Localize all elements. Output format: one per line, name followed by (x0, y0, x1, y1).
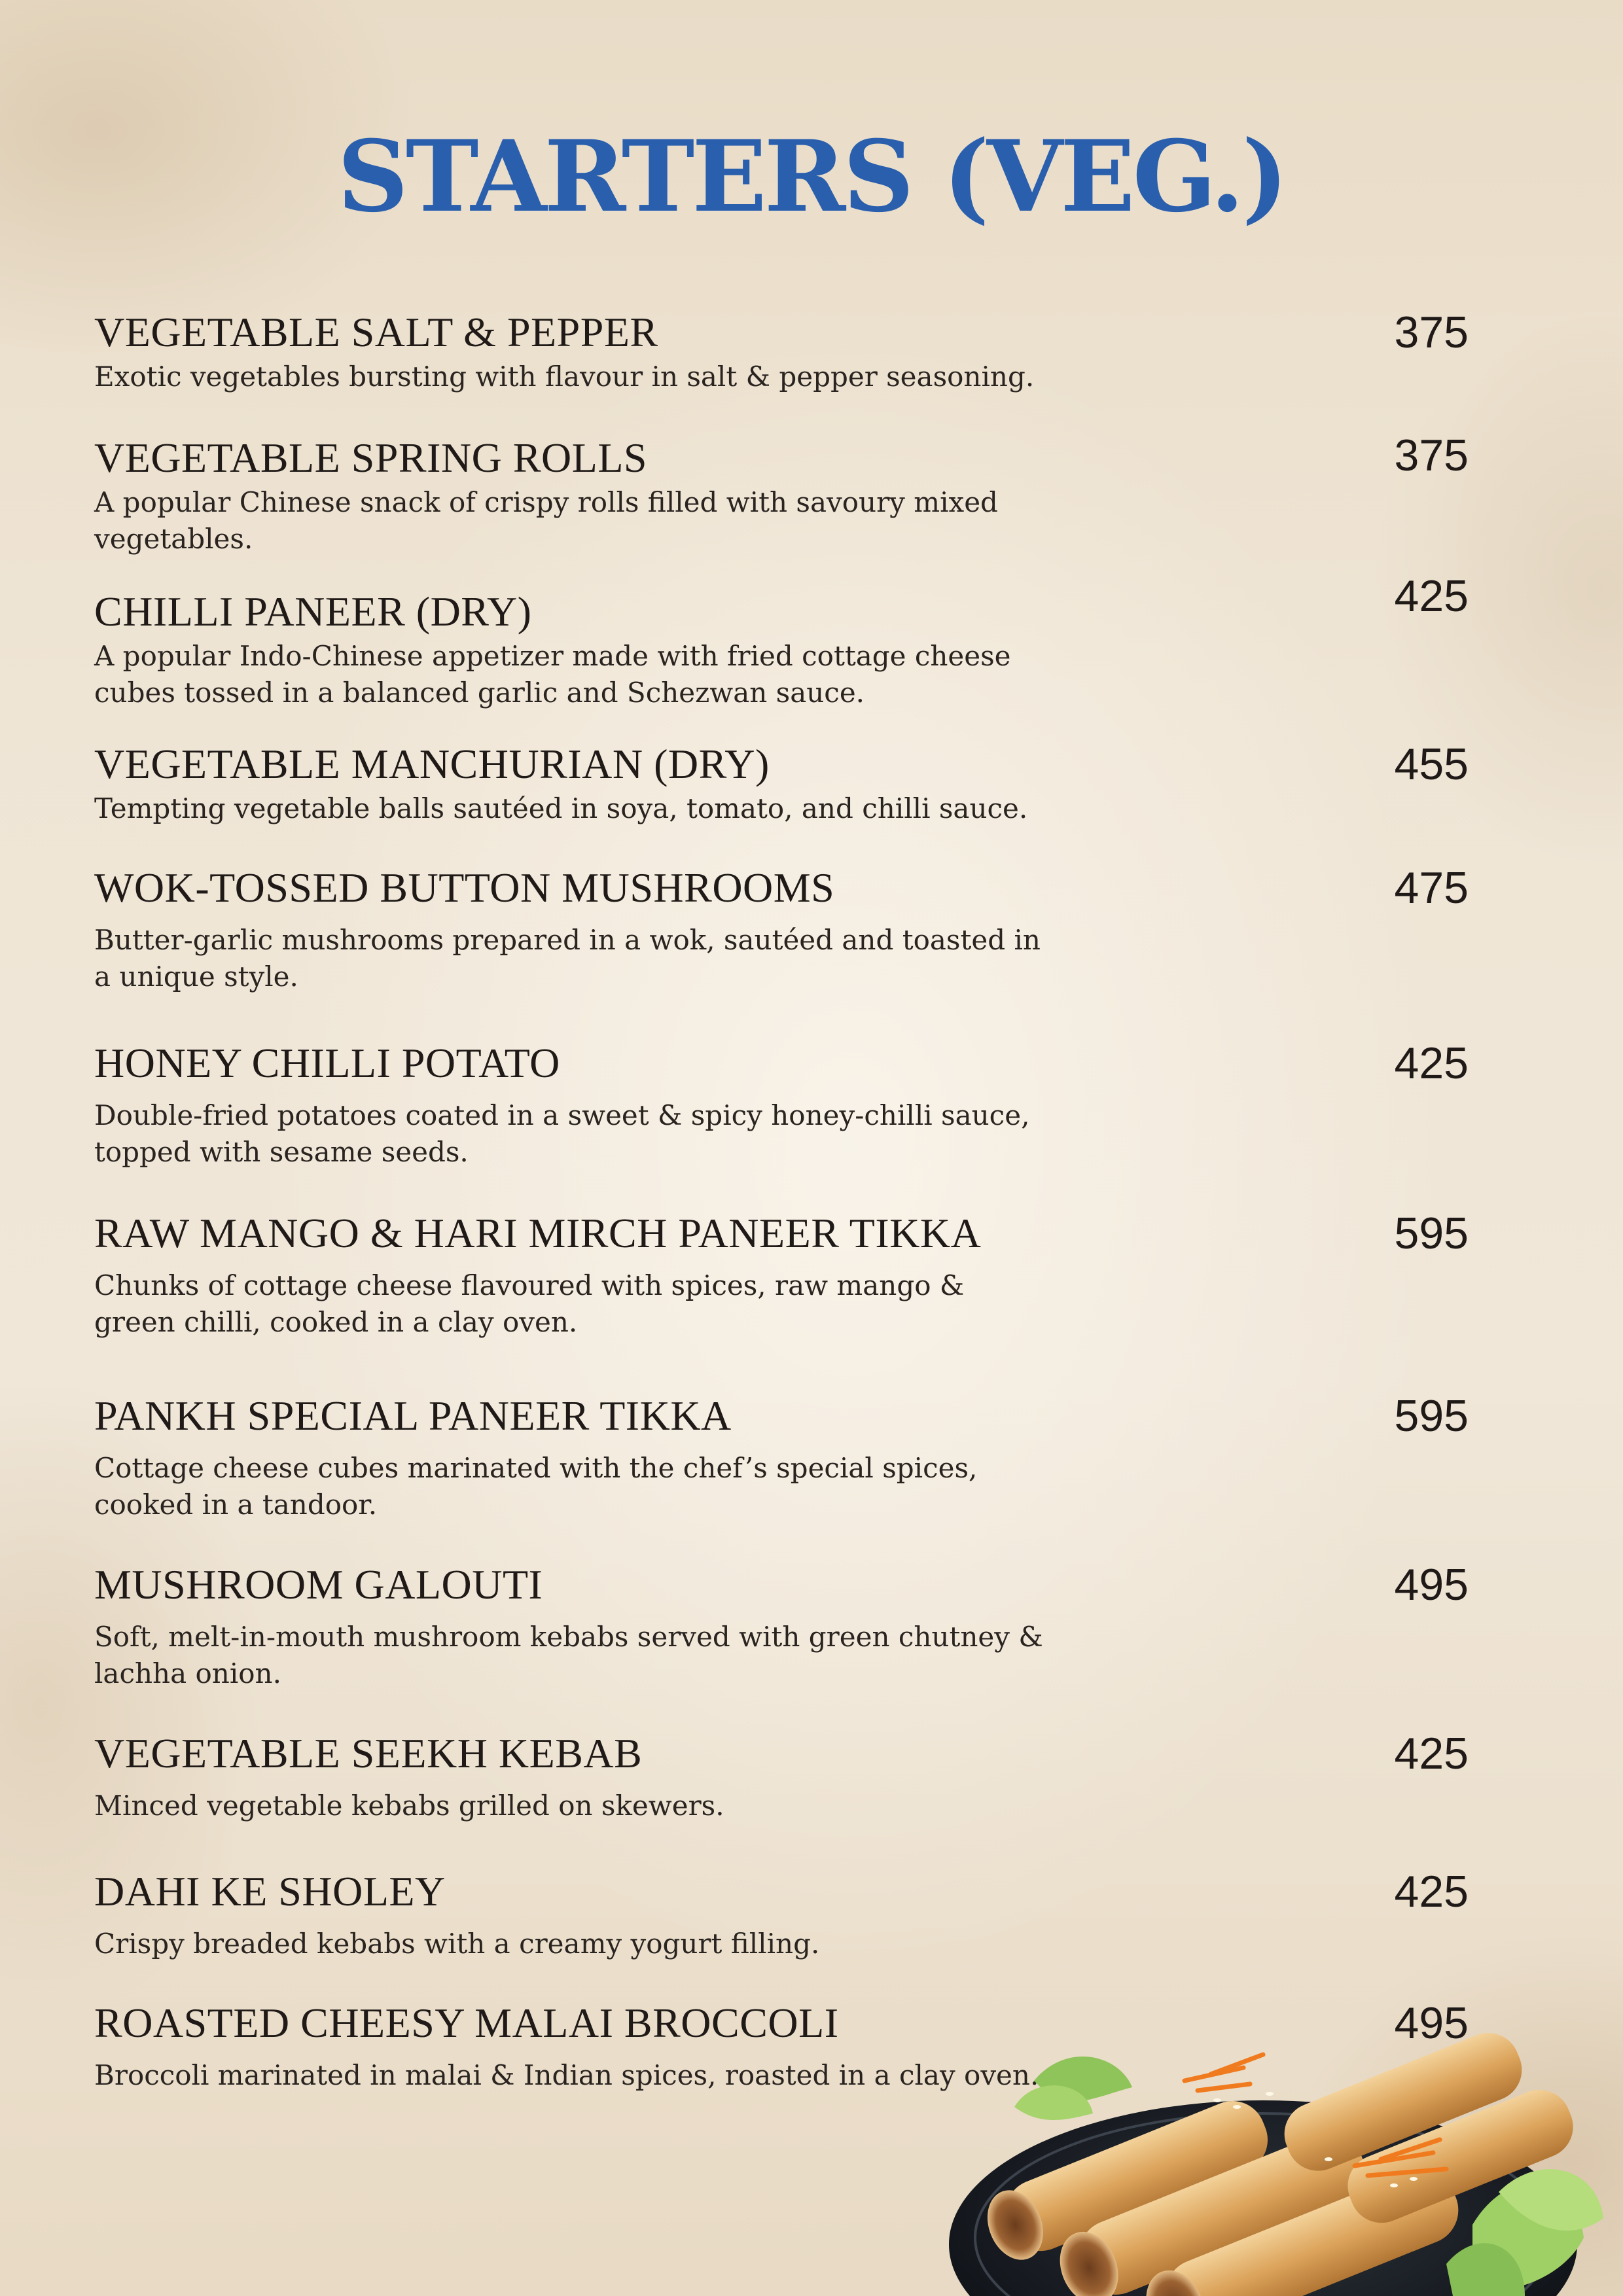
menu-item-description: Broccoli marinated in malai & Indian spices, roasted in a clay oven. (94, 2059, 1039, 2091)
menu-item-name: CHILLI PANEER (DRY) (94, 588, 532, 635)
menu-item-description: Exotic vegetables bursting with flavour in salt & pepper seasoning. (94, 361, 1035, 393)
menu-item-price: 455 (1394, 739, 1469, 789)
menu-item-description: Crispy breaded kebabs with a creamy yogurt filling. (94, 1928, 820, 1960)
menu-item-name: WOK-TOSSED BUTTON MUSHROOMS (94, 864, 835, 911)
menu-item-price: 495 (1394, 1560, 1469, 1610)
menu-item-name: VEGETABLE SEEKH KEBAB (94, 1730, 643, 1776)
menu-item-price: 375 (1394, 308, 1469, 357)
menu-item-description: Butter-garlic mushrooms prepared in a wok, sautéed and toasted in a unique style. (94, 924, 1041, 993)
menu-item-description: Cottage cheese cubes marinated with the chef’s special spices, cooked in a tandoor. (94, 1452, 978, 1521)
menu-item (94, 738, 1469, 827)
menu-item (94, 571, 1469, 711)
menu-item-price: 375 (1394, 431, 1469, 480)
menu-item-price: 425 (1394, 571, 1469, 621)
menu-item (94, 306, 1469, 395)
menu-item-price: 425 (1394, 1038, 1469, 1088)
menu-item-description: A popular Chinese snack of crispy rolls filled with savoury mixed vegetables. (94, 486, 998, 555)
menu-item-price: 475 (1394, 863, 1469, 913)
menu-item-price: 425 (1394, 1729, 1469, 1778)
spring-rolls-plate-image (936, 2028, 1623, 2296)
menu-item-name: VEGETABLE SPRING ROLLS (94, 434, 647, 481)
menu-item-price: 495 (1394, 1998, 1469, 2048)
menu-item (94, 1390, 1469, 1523)
menu-item-description: Minced vegetable kebabs grilled on skewers. (94, 1790, 724, 1822)
menu-item-description: Tempting vegetable balls sautéed in soya, tomato, and chilli sauce. (94, 792, 1028, 824)
menu-item-name: MUSHROOM GALOUTI (94, 1561, 543, 1608)
menu-item (94, 1207, 1469, 1341)
menu-item-description: Soft, melt-in-mouth mushroom kebabs served with green chutney & lachha onion. (94, 1621, 1043, 1689)
menu-item-name: RAW MANGO & HARI MIRCH PANEER TIKKA (94, 1210, 982, 1256)
menu-item (94, 1727, 1469, 1824)
menu-item (94, 1559, 1469, 1692)
menu-item-description: Double-fried potatoes coated in a sweet & spicy honey-chilli sauce, topped with sesame seeds. (94, 1099, 1030, 1168)
menu-item (94, 1037, 1469, 1171)
menu-item-name: HONEY CHILLI POTATO (94, 1040, 560, 1086)
menu-item-name: VEGETABLE SALT & PEPPER (94, 309, 658, 355)
page-title: STARTERS (VEG.) (337, 119, 1286, 234)
menu-item (94, 432, 1469, 557)
menu-item-price: 425 (1394, 1867, 1469, 1916)
menu-item-name: ROASTED CHEESY MALAI BROCCOLI (94, 2000, 839, 2046)
menu-item-description: Chunks of cottage cheese flavoured with spices, raw mango & green chilli, cooked in a clay oven. (94, 1269, 965, 1338)
menu-item-price: 595 (1394, 1209, 1469, 1258)
menu-item (94, 1865, 1469, 1962)
menu-item-name: VEGETABLE MANCHURIAN (DRY) (94, 741, 770, 787)
menu-item-description: A popular Indo-Chinese appetizer made with fried cottage cheese cubes tossed in a balanced garlic and Schezwan sauce. (94, 640, 1011, 709)
menu-item-name: DAHI KE SHOLEY (94, 1868, 446, 1915)
menu-item (94, 862, 1469, 995)
menu-item-name: PANKH SPECIAL PANEER TIKKA (94, 1392, 732, 1439)
menu-item-price: 595 (1394, 1391, 1469, 1441)
